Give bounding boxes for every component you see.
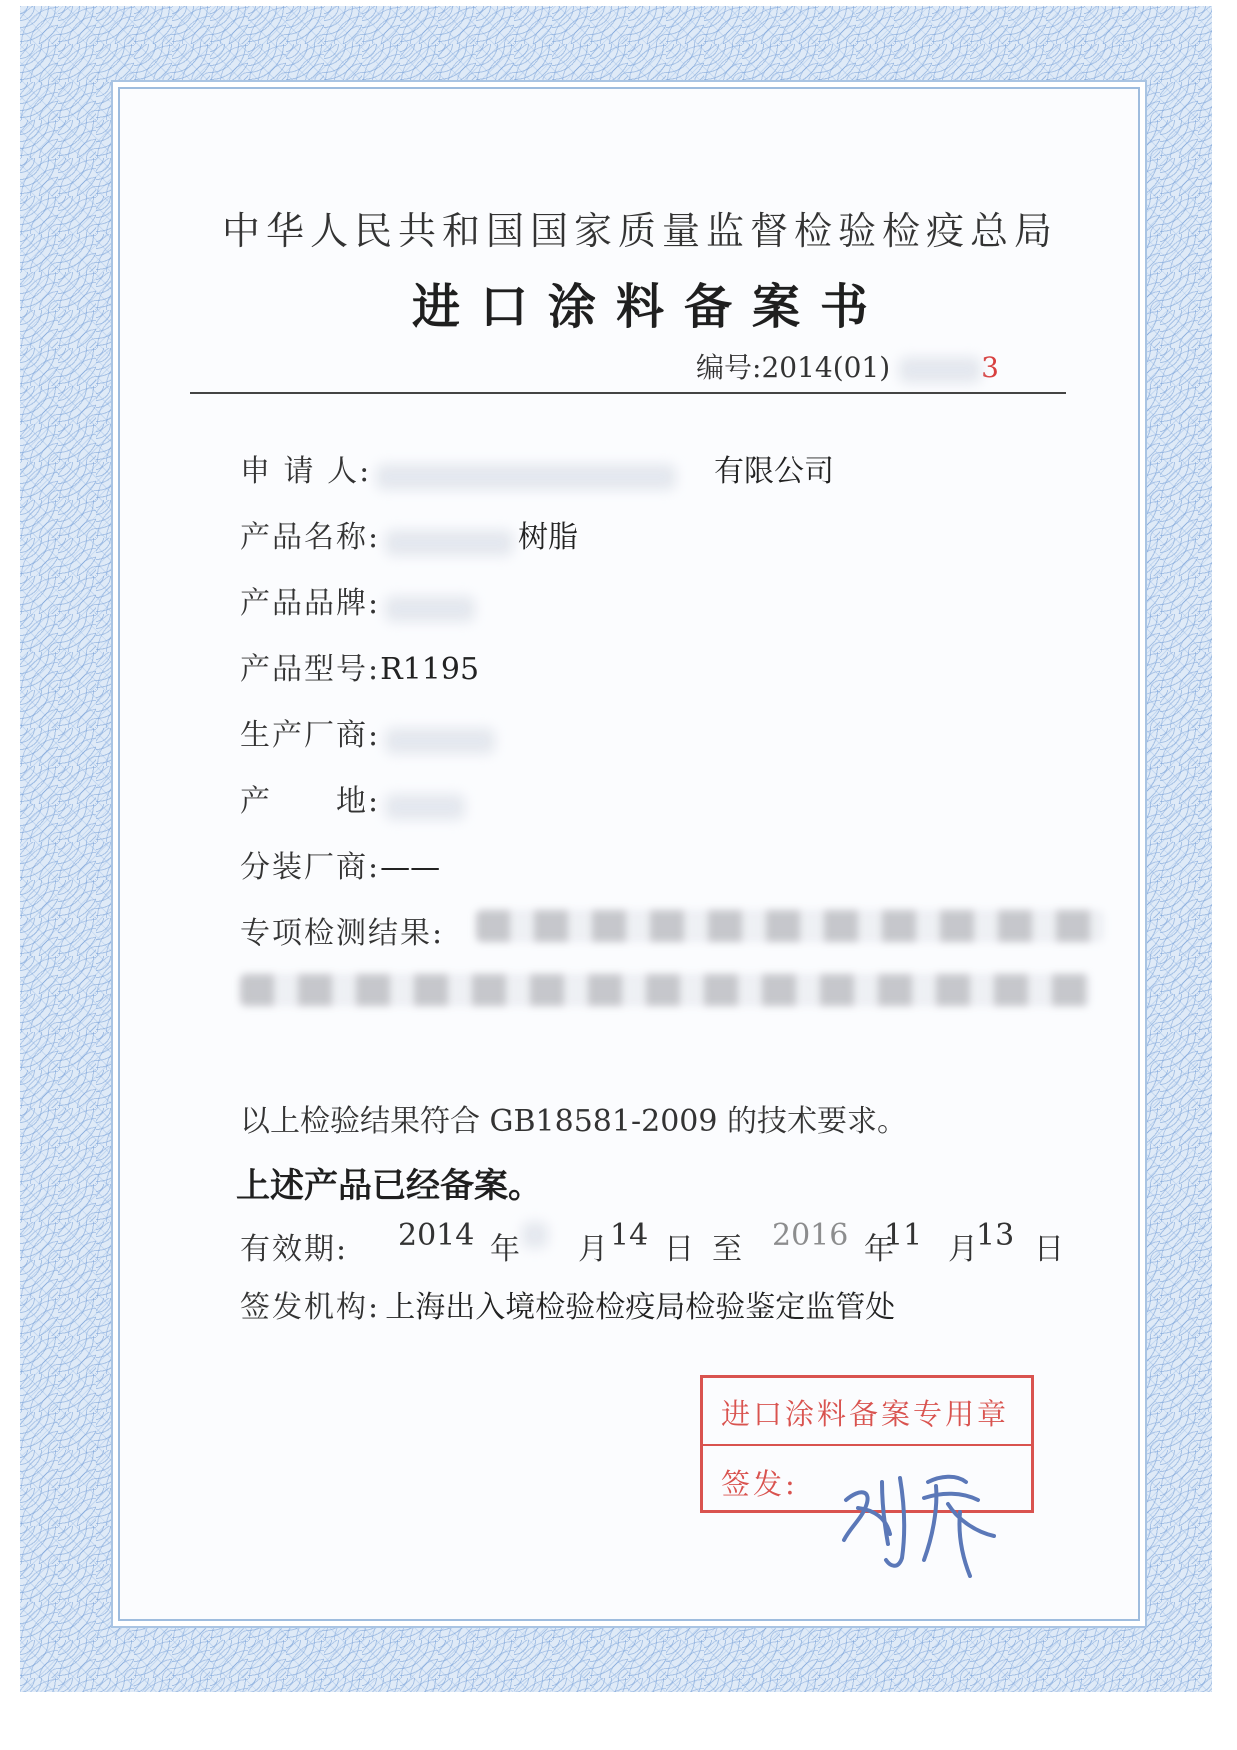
redaction-mask [385,530,513,556]
model-label: 产品型号: [240,652,381,687]
packager-value: —— [380,850,441,885]
manufacturer-label: 生产厂商: [240,718,381,753]
certificate-number [696,346,999,386]
field-model [240,644,479,688]
handwritten-signature [828,1448,1008,1578]
field-origin [240,776,465,820]
issuer-line [240,1282,895,1326]
certificate-number-suffix: 3 [981,351,999,384]
validity-label: 有效期: [240,1232,349,1267]
validity-to-month: 11 [884,1218,923,1253]
validity-from-day-unit: 日 [664,1232,694,1267]
field-brand [240,578,475,622]
redaction-mask [385,596,475,622]
applicant-value: 有限公司 [714,454,834,489]
validity-from-year-unit: 年 [490,1232,520,1267]
applicant-label: 申 请 人: [240,454,372,489]
issuer-value: 上海出入境检验检疫局检验鉴定监管处 [385,1290,896,1325]
validity-to-year-unit: 年 [864,1232,894,1267]
validity-to-day-unit: 日 [1034,1232,1064,1267]
model-value: R1195 [380,652,480,687]
origin-label: 产 地: [240,784,381,819]
field-manufacturer [240,710,495,754]
certificate-number-prefix: 2014(01) [761,351,891,384]
redacted-test-results-line-2 [240,974,1090,1006]
product-name-label: 产品名称: [240,520,381,555]
stamp-sign-label: 签发: [721,1467,798,1501]
redaction-mask [899,357,981,383]
certificate-number-label: 编号: [696,351,762,384]
validity-to-year: 2016 [772,1218,849,1253]
redaction-mask [376,464,676,490]
stamp-title: 进口涂料备案专用章 [721,1397,1010,1431]
field-packager [240,842,440,886]
validity-from-day: 14 [610,1218,649,1253]
issuing-authority-heading: 中华人民共和国国家质量监督检验检疫总局 [222,209,1059,253]
header-divider [190,392,1066,394]
brand-label: 产品品牌: [240,586,381,621]
packager-label: 分装厂商: [240,850,381,885]
redacted-test-results-line-1 [476,910,1104,942]
issuer-label: 签发机构: [240,1290,381,1325]
test-result-label: 专项检测结果: [240,916,445,951]
validity-to-day: 13 [976,1218,1015,1253]
validity-to-month-unit: 月 [948,1232,978,1267]
redaction-mask [522,1222,548,1248]
field-product-name [240,512,513,556]
redaction-mask [385,728,495,754]
validity-from-month-unit: 月 [578,1232,608,1267]
validity-from-year: 2014 [398,1218,475,1253]
product-name-value: 树脂 [518,520,578,555]
field-applicant [240,446,676,490]
compliance-statement: 以上检验结果符合 GB18581-2009 的技术要求。 [240,1104,908,1139]
redaction-mask [385,794,465,820]
validity-to-word: 至 [712,1232,742,1267]
document-title: 进口涂料备案书 [412,279,889,335]
filing-confirmation: 上述产品已经备案。 [236,1166,542,1206]
